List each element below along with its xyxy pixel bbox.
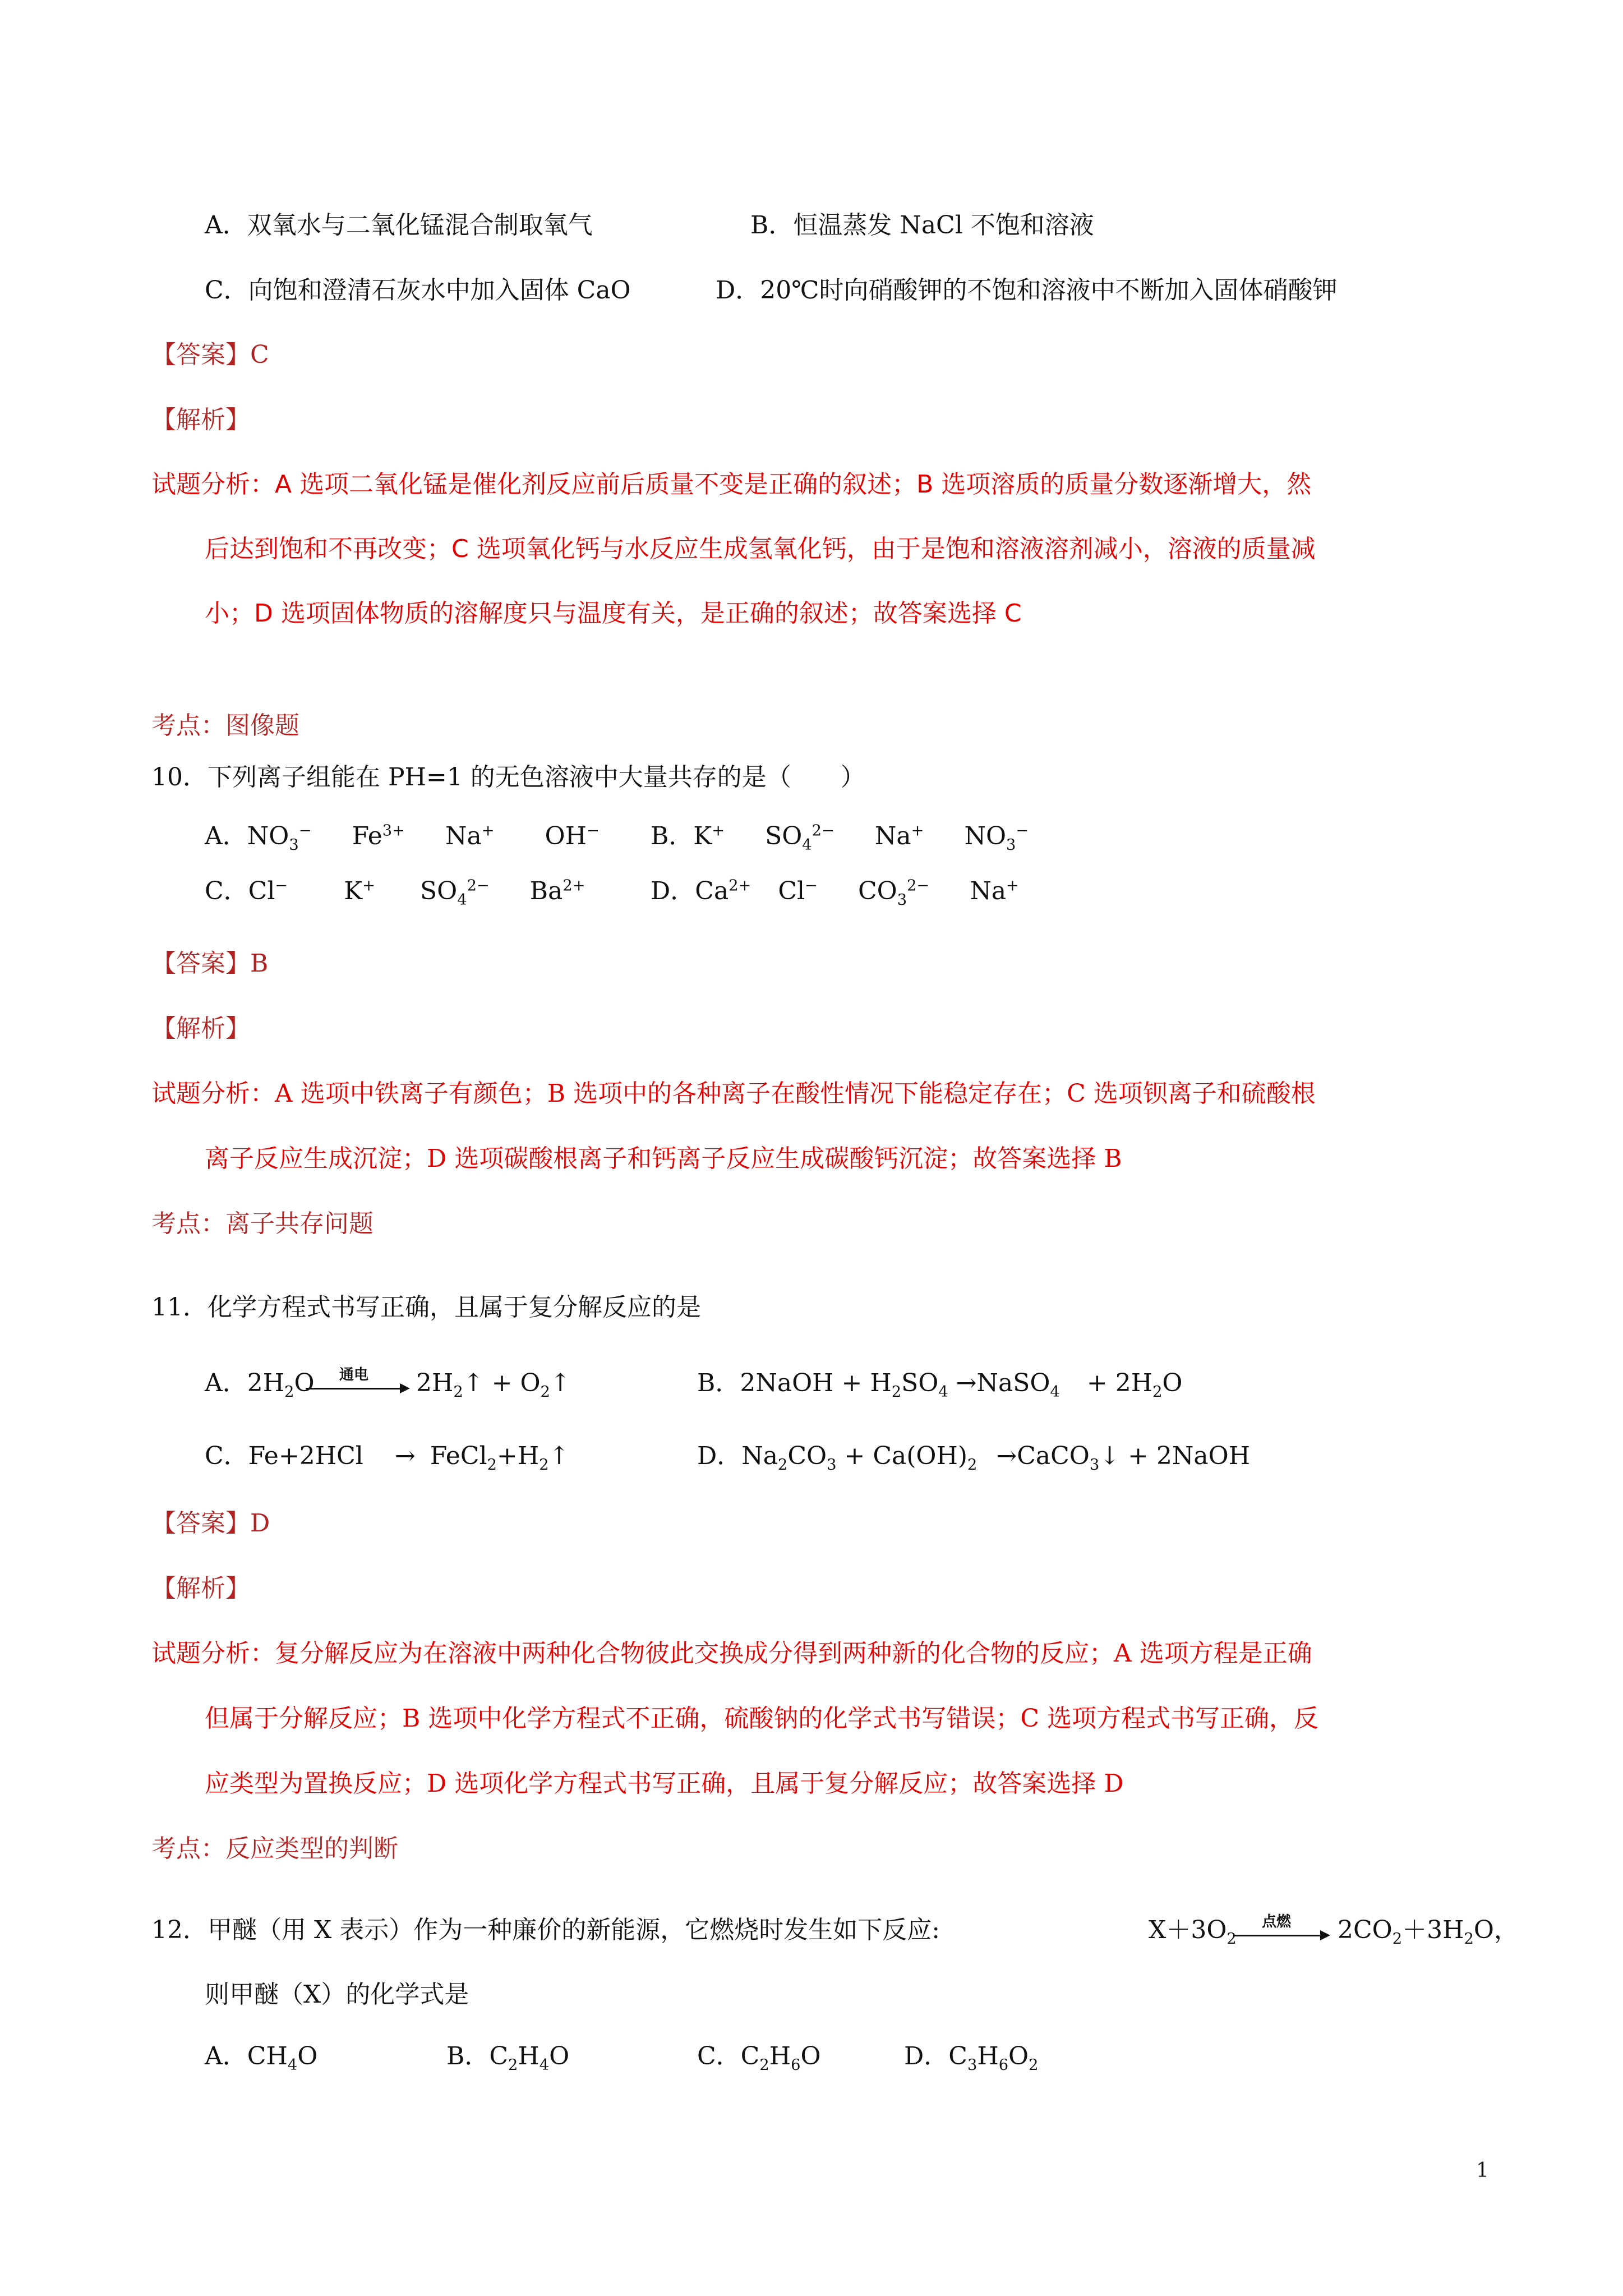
q11-option-a-products: $2H_2↑$ + $O_2↑$ — [416, 1369, 571, 1401]
option-label: C． — [697, 2042, 741, 2070]
answer-label: 【答案】 — [151, 341, 250, 369]
q11-point: 考点：反应类型的判断 — [151, 1834, 398, 1863]
q9-option-a: A．双氧水与二氧化锰混合制取氧气 — [205, 211, 593, 240]
option-label: D． — [904, 2042, 949, 2070]
q9-point: 考点：图像题 — [151, 711, 299, 740]
q9-option-d: D．20℃时向硝酸钾的不饱和溶液中不断加入固体硝酸钾 — [716, 276, 1338, 305]
option-label: A． — [205, 2042, 247, 2070]
q9-answer — [151, 341, 269, 370]
answer-value: C — [250, 341, 269, 369]
q11-analysis-line-1: 试题分析：复分解反应为在溶液中两种化合物彼此交换成分得到两种新的化合物的反应；A 选项方程是正确 — [151, 1639, 1312, 1668]
q9-analysis-line-1: 试题分析：A 选项二氧化锰是催化剂反应前后质量不变是正确的叙述；B 选项溶质的质量分数逐渐增大，然 — [151, 470, 1312, 499]
q11-option-d: D．$Na_2CO_3 + Ca(OH)_2$ →CaCO$_3$↓ + 2NaOH — [697, 1442, 1251, 1474]
q11-a-reaction-arrow — [306, 1388, 408, 1389]
q11-analysis-label: 【解析】 — [151, 1574, 250, 1603]
q9-analysis-label: 【解析】 — [151, 406, 250, 434]
q12-equation-products: $2CO_2+3H_2O$， — [1338, 1916, 1519, 1948]
page-number: 1 — [1476, 2159, 1489, 2182]
answer-label: 【答案】 — [151, 1509, 250, 1538]
answer-value: B — [250, 949, 269, 978]
q11-a-condition: 通电 — [339, 1366, 369, 1383]
option-label: A． — [205, 822, 247, 850]
q11-analysis-line-2: 但属于分解反应；B 选项中化学方程式不正确，硫酸钠的化学式书写错误；C 选项方程式书写正确，反 — [205, 1704, 1318, 1733]
q10-analysis-label: 【解析】 — [151, 1014, 250, 1043]
option-label: D． — [651, 877, 695, 905]
q10-option-c: C．Cl− K+ $SO_4^{2-}$ $Ba^{2+}$ — [205, 877, 585, 909]
q10-point: 考点：离子共存问题 — [151, 1209, 374, 1238]
q11-analysis-line-3: 应类型为置换反应；D 选项化学方程式书写正确，且属于复分解反应；故答案选择 D — [205, 1769, 1124, 1798]
q11-option-b: B．2NaOH + $H_2SO_4$ →NaSO$_4$ + $2H_2O$ — [697, 1369, 1183, 1401]
q9-analysis-line-2: 后达到饱和不再改变；C 选项氧化钙与水反应生成氢氧化钙，由于是饱和溶液溶剂减小，溶液的质量减 — [205, 535, 1316, 563]
option-label: C． — [205, 877, 248, 905]
q9-analysis-line-3: 小；D 选项固体物质的溶解度只与温度有关，是正确的叙述；故答案选择 C — [205, 599, 1022, 628]
q10-option-d: D．$Ca^{2+}$ Cl− $CO_3^{2-}$ Na+ — [651, 877, 1019, 909]
q9-option-b: B．恒温蒸发 NaCl 不饱和溶液 — [750, 211, 1094, 240]
q10-option-a: A．$NO_3^-$ $Fe^{3+}$ Na+ OH− — [205, 822, 600, 854]
option-label: A． — [205, 1369, 247, 1397]
q11-option-c: C．$Fe+2HCl \to FeCl_2+H_2↑$ — [205, 1442, 570, 1474]
answer-label: 【答案】 — [151, 949, 250, 978]
q12-equation-reactants: $X+3O_2$ — [1149, 1916, 1237, 1948]
q10-analysis-line-2: 离子反应生成沉淀；D 选项碳酸根离子和钙离子反应生成碳酸钙沉淀；故答案选择 B — [205, 1144, 1122, 1173]
q12-option-d: D．$C_3H_6O_2$ — [904, 2042, 1039, 2074]
q12-condition: 点燃 — [1262, 1913, 1292, 1930]
q11-option-a: A．$2H_2O$ — [205, 1369, 315, 1401]
q9-option-c: C．向饱和澄清石灰水中加入固体 CaO — [205, 276, 631, 305]
option-label: B． — [651, 822, 694, 850]
q11-stem: 11．化学方程式书写正确，且属于复分解反应的是 — [151, 1293, 701, 1322]
option-label: B． — [697, 1369, 740, 1397]
q10-analysis-line-1: 试题分析：A 选项中铁离子有颜色；B 选项中的各种离子在酸性情况下能稳定存在；C 选项钡离子和硫酸根 — [151, 1079, 1316, 1108]
q10-option-b: B．K+ $SO_4^{2-}$ Na+ $NO_3^-$ — [651, 822, 1029, 854]
answer-value: D — [250, 1509, 270, 1538]
q12-stem-2: 则甲醚（X）的化学式是 — [205, 1980, 469, 2009]
q11-answer — [151, 1509, 270, 1539]
q12-stem: 12．甲醚（用 X 表示）作为一种廉价的新能源，它燃烧时发生如下反应: — [151, 1916, 940, 1944]
q12-option-c: C．$C_2H_6O$ — [697, 2042, 821, 2074]
option-label: C． — [205, 1442, 248, 1470]
q12-reaction-arrow — [1234, 1935, 1328, 1936]
q10-answer — [151, 949, 268, 979]
q12-option-a: A．$CH_4O$ — [205, 2042, 318, 2074]
option-label: B． — [446, 2042, 490, 2070]
option-label: D． — [697, 1442, 742, 1470]
q12-option-b: B．$C_2H_4O$ — [446, 2042, 570, 2074]
q10-stem: 10．下列离子组能在 PH=1 的无色溶液中大量共存的是（ ） — [151, 763, 865, 792]
